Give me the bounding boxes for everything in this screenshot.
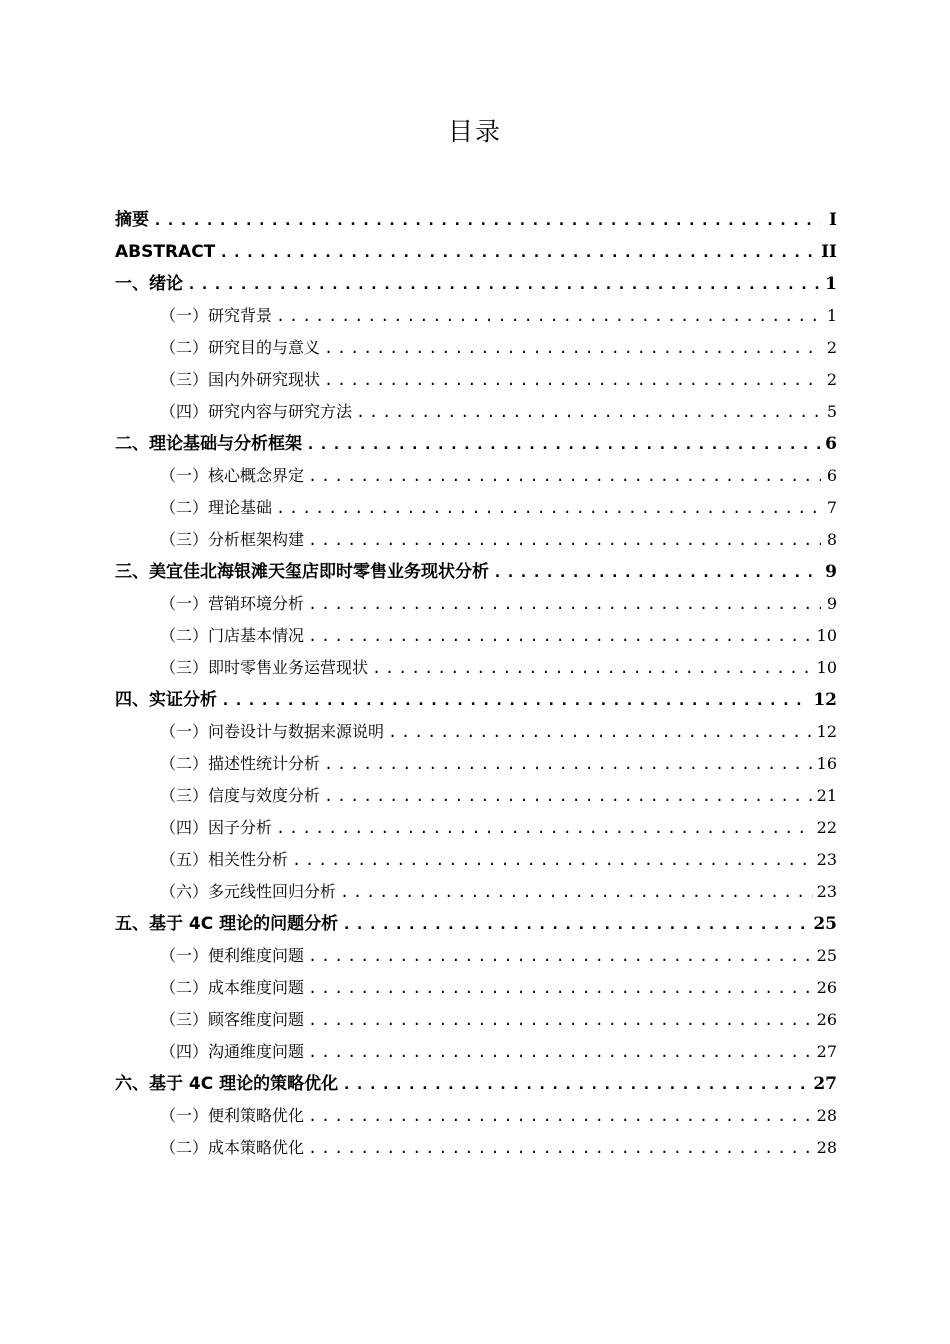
toc-entry-number: （二） [160,338,209,357]
toc-entry-label: 相关性分析 [208,850,289,869]
toc-entry-label: 问卷设计与数据来源说明 [208,722,385,741]
table-of-contents [115,204,837,1164]
toc-entry-label: 便利策略优化 [208,1106,305,1125]
toc-entry-label: 顾客维度问题 [208,1010,305,1029]
toc-page-number: 2 [826,370,837,389]
toc-page-number: 27 [816,1042,837,1061]
toc-page-number: 10 [816,658,837,677]
toc-entry-number: 五、 [115,914,149,934]
toc-entry-number: （三） [160,370,209,389]
toc-chapter-entry[interactable] [115,428,837,460]
toc-entry-label: 核心概念界定 [208,466,305,485]
toc-entry-number: （三） [160,658,209,677]
toc-section-entry[interactable] [115,716,837,748]
toc-section-entry[interactable] [115,812,837,844]
dot-leader [308,620,813,652]
dot-leader [308,1004,813,1036]
dot-leader [493,556,821,588]
toc-page-number: 1 [826,306,837,325]
dot-leader [324,332,821,364]
toc-entry-label: 理论基础与分析框架 [149,434,302,454]
toc-chapter-entry[interactable] [115,908,837,940]
toc-entry-number: （四） [160,1042,209,1061]
toc-page-number: 28 [816,1106,837,1125]
dot-leader [308,1036,813,1068]
dot-leader [308,972,813,1004]
toc-entry-label: 基于 4C 理论的问题分析 [149,914,339,934]
toc-entry-label: 沟通维度问题 [208,1042,305,1061]
toc-section-entry[interactable] [115,1004,837,1036]
toc-entry-number: （二） [160,1138,209,1157]
toc-entry-number: 四、 [115,690,149,710]
toc-page-number: 23 [816,850,837,869]
toc-entry-number: （一） [160,1106,209,1125]
toc-entry-label: 基于 4C 理论的策略优化 [149,1074,339,1094]
toc-section-entry[interactable] [115,1132,837,1164]
dot-leader [308,524,821,556]
toc-section-entry[interactable] [115,748,837,780]
dot-leader [276,300,821,332]
toc-section-entry[interactable] [115,524,837,556]
toc-page-number: 21 [816,786,837,805]
toc-entry-number: （一） [160,946,209,965]
toc-chapter-entry[interactable] [115,236,837,268]
dot-leader [340,876,813,908]
dot-leader [388,716,813,748]
toc-section-entry[interactable] [115,588,837,620]
toc-page-number: 10 [816,626,837,645]
dot-leader [153,204,821,236]
toc-page-number: 25 [816,946,837,965]
toc-page-number: 26 [816,978,837,997]
toc-section-entry[interactable] [115,492,837,524]
dot-leader [356,396,821,428]
toc-section-entry[interactable] [115,332,837,364]
dot-leader [308,460,821,492]
toc-page-number: 9 [826,594,837,613]
toc-section-entry[interactable] [115,780,837,812]
toc-page-number: 22 [816,818,837,837]
toc-entry-label: 理论基础 [208,498,273,517]
toc-page-number: 16 [816,754,837,773]
toc-section-entry[interactable] [115,620,837,652]
toc-page-number: II [821,242,837,262]
toc-section-entry[interactable] [115,940,837,972]
toc-chapter-entry[interactable] [115,268,837,300]
toc-entry-number: 一、 [115,274,149,294]
toc-section-entry[interactable] [115,300,837,332]
toc-entry-number: （二） [160,626,209,645]
toc-chapter-entry[interactable] [115,204,837,236]
toc-section-entry[interactable] [115,972,837,1004]
toc-section-entry[interactable] [115,460,837,492]
toc-page-number: 9 [825,562,837,582]
toc-entry-number: （三） [160,1010,209,1029]
toc-entry-number: （四） [160,402,209,421]
dot-leader [324,364,821,396]
toc-section-entry[interactable] [115,1100,837,1132]
toc-entry-label: ABSTRACT [115,242,216,262]
toc-entry-number: （一） [160,722,209,741]
toc-entry-label: 绪论 [149,274,183,294]
dot-leader [308,588,821,620]
toc-entry-label: 研究内容与研究方法 [208,402,353,421]
toc-entry-label: 信度与效度分析 [208,786,321,805]
toc-chapter-entry[interactable] [115,1068,837,1100]
toc-entry-number: （一） [160,306,209,325]
dot-leader [276,492,821,524]
toc-page-number: 6 [826,466,837,485]
dot-leader [372,652,813,684]
toc-entry-number: （二） [160,754,209,773]
toc-entry-number: 三、 [115,562,149,582]
toc-entry-label: 研究目的与意义 [208,338,321,357]
dot-leader [308,1132,813,1164]
toc-page-number: 7 [826,498,837,517]
toc-entry-label: 国内外研究现状 [208,370,321,389]
toc-entry-number: （二） [160,498,209,517]
dot-leader [221,684,809,716]
toc-page-number: 12 [813,690,837,710]
toc-entry-label: 营销环境分析 [208,594,305,613]
toc-entry-label: 分析框架构建 [208,530,305,549]
toc-page-number: 25 [813,914,837,934]
page-title: 目录 [447,117,502,146]
toc-entry-number: 二、 [115,434,149,454]
toc-page-number: 8 [826,530,837,549]
toc-entry-number: （一） [160,594,209,613]
toc-chapter-entry[interactable] [115,684,837,716]
toc-section-entry[interactable] [115,844,837,876]
toc-entry-label: 美宜佳北海银滩天玺店即时零售业务现状分析 [149,562,489,582]
dot-leader [292,844,813,876]
toc-entry-number: （三） [160,786,209,805]
toc-entry-label: 摘要 [115,210,149,230]
toc-page-number: 2 [826,338,837,357]
toc-entry-number: （六） [160,882,209,901]
toc-entry-label: 便利维度问题 [208,946,305,965]
toc-page-number: 6 [825,434,837,454]
toc-entry-label: 成本维度问题 [208,978,305,997]
toc-section-entry[interactable] [115,652,837,684]
dot-leader [342,1068,809,1100]
dot-leader [276,812,813,844]
toc-section-entry[interactable] [115,396,837,428]
toc-entry-number: （四） [160,818,209,837]
toc-entry-label: 即时零售业务运营现状 [208,658,369,677]
toc-entry-label: 多元线性回归分析 [208,882,337,901]
toc-page-number: 27 [813,1074,837,1094]
toc-section-entry[interactable] [115,364,837,396]
toc-page-number: 28 [816,1138,837,1157]
toc-entry-number: （三） [160,530,209,549]
toc-entry-label: 成本策略优化 [208,1138,305,1157]
toc-entry-label: 描述性统计分析 [208,754,321,773]
dot-leader [324,780,813,812]
dot-leader [308,1100,813,1132]
toc-entry-number: 六、 [115,1074,149,1094]
dot-leader [219,236,817,268]
toc-entry-label: 实证分析 [149,690,217,710]
dot-leader [342,908,809,940]
dot-leader [306,428,821,460]
toc-page-number: I [829,210,837,230]
toc-page-number: 26 [816,1010,837,1029]
toc-entry-label: 研究背景 [208,306,273,325]
toc-section-entry[interactable] [115,1036,837,1068]
dot-leader [324,748,813,780]
toc-entry-label: 因子分析 [208,818,273,837]
toc-page-number: 23 [816,882,837,901]
toc-page-number: 1 [825,274,837,294]
dot-leader [308,940,813,972]
dot-leader [187,268,821,300]
toc-section-entry[interactable] [115,876,837,908]
toc-chapter-entry[interactable] [115,556,837,588]
toc-page-number: 12 [816,722,837,741]
toc-entry-number: （二） [160,978,209,997]
toc-entry-label: 门店基本情况 [208,626,305,645]
toc-entry-number: （一） [160,466,209,485]
toc-page-number: 5 [826,402,837,421]
toc-entry-number: （五） [160,850,209,869]
